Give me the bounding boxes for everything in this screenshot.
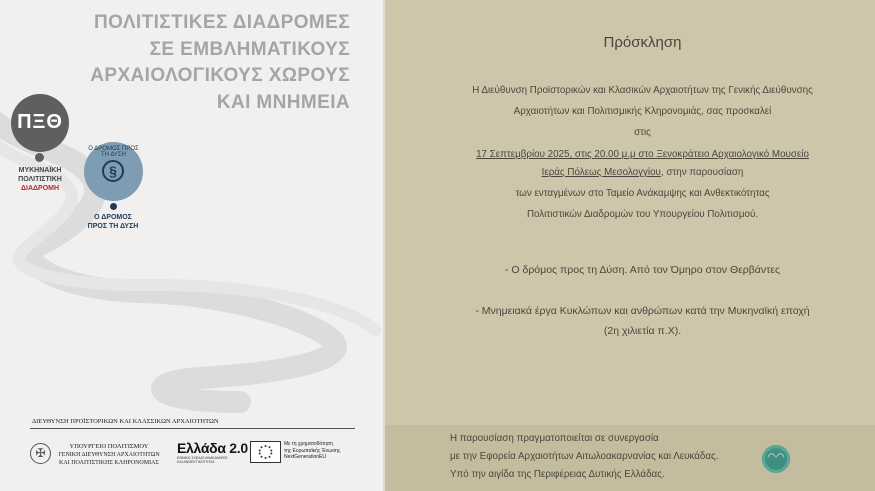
eu-line: NextGenerationEU [284,454,326,460]
ellada-version: 2.0 [229,440,248,456]
label-line: Ο ΔΡΟΜΟΣ [94,214,132,221]
route-item: - Ο δρόμος προς τη Δύση. Από τον Όμηρο στον Θερβάντες [504,264,781,276]
panel-title [90,10,350,116]
title-line: ΚΑΙ ΜΝΗΜΕΙΑ [216,91,350,113]
ministry-line: ΚΑΙ ΠΟΛΙΤΙΣΤΙΚΗΣ ΚΛΗΡΟΝΟΜΙΑΣ [59,460,159,466]
ellada-brand: Ελλάδα [177,440,226,456]
title-line: ΠΟΛΙΤΙΣΤΙΚΕΣ ΔΙΑΔΡΟΜΕΣ [94,12,350,33]
footer-line: Υπό την αιγίδα της Περιφέρειας Δυτικής Ελλάδας. [450,469,665,480]
venue-name: Ιεράς Πόλεως Μεσολογγίου [541,167,661,178]
invitation-heading: Πρόσκληση [603,34,682,51]
invitation-line: στις [634,127,651,138]
label-line: ΜΥΚΗΝΑΪΚΗ [18,167,62,174]
invitation-line: Αρχαιοτήτων και Πολιτισμικής Κληρονομιάς, σας προσκαλεί [513,106,772,117]
date-venue-line: 17 Σεπτεμβρίου 2025, στις 20.00 μ.μ στο Ξενοκράτειο Αρχαιολογικό Μουσείο [476,149,809,160]
invitation-line: των ενταγμένων στο Ταμείο Ανάκαμψης και Ανθεκτικότητας [515,188,770,199]
invitation-line: Πολιτιστικών Διαδρομών του Υπουργείου Πολιτισμού. [526,209,759,220]
region-western-greece-logo-icon: ◠◠ [762,445,790,473]
ellada-subtitle [177,456,243,464]
road-to-west-logo [84,142,143,201]
label-line: ΔΙΑΔΡΟΜΗ [20,185,60,192]
cultural-routes-panel [0,0,383,491]
route-marker-dot [110,203,117,210]
ministry-name [57,443,161,467]
directorate-name: ΔΙΕΥΘΥΝΣΗ ΠΡΟΪΣΤΟΡΙΚΩΝ ΚΑΙ ΚΛΑΣΣΙΚΩΝ ΑΡΧΑΙΟΤΗΤΩΝ [32,418,219,425]
eu-funding-text [284,441,340,461]
logo-arc-text: Ο ΔΡΟΜΟΣ ΠΡΟΣ ΤΗ ΔΥΣΗ [88,146,139,158]
road-to-west-label [78,213,148,231]
subtitle-line: ΚΑΙ ΑΝΘΕΚΤΙΚΟΤΗΤΑΣ [177,460,215,464]
eu-flag-icon [250,441,281,463]
venue-rest: , στην παρουσίαση [660,167,744,178]
ministry-line: ΓΕΝΙΚΗ ΔΙΕΥΘΥΝΣΗ ΑΡΧΑΙΟΤΗΤΩΝ [58,452,160,458]
title-line: ΑΡΧΑΙΟΛΟΓΙΚΟΥΣ ΧΩΡΟΥΣ [90,65,350,86]
divider [30,428,355,429]
linear-b-glyphs: ΠΞΘ [17,111,63,133]
mycenaean-route-label [8,166,72,193]
subtitle-line: ΕΘΝΙΚΟ ΣΧΕΔΙΟ ΑΝΑΚΑΜΨΗΣ [177,456,228,460]
spiral-icon: § [102,160,124,182]
label-line: ΠΡΟΣ ΤΗ ΔΥΣΗ [87,223,139,230]
greek-emblem-icon: ✠ [30,443,51,464]
eu-line: Με τη χρηματοδότηση [284,441,333,447]
title-line: ΣΕ ΕΜΒΛΗΜΑΤΙΚΟΥΣ [149,38,350,60]
venue-line [385,167,875,178]
route-marker-dot [35,153,44,162]
footer-line: με την Εφορεία Αρχαιοτήτων Αιτωλοακαρνανίας και Λευκάδας. [450,451,719,462]
label-line: ΠΟΛΙΤΙΣΤΙΚΗ [18,176,62,183]
invitation-panel [385,0,875,491]
ellada-wordmark [177,440,248,456]
footer-band [385,425,875,491]
route-item-continued: (2η χιλιετία π.Χ). [603,325,682,337]
greece-2-0-logo [177,440,248,464]
footer-line: Η παρουσίαση πραγματοποιείται σε συνεργασία [450,433,659,444]
route-item: - Μνημειακά έργα Κυκλώπων και ανθρώπων κατά την Μυκηναϊκή εποχή [475,305,810,317]
invitation-line: Η Διεύθυνση Προϊστορικών και Κλασικών Αρχαιοτήτων της Γενικής Διεύθυνσης [472,85,813,96]
mycenaean-route-logo [11,94,69,152]
ministry-line: ΥΠΟΥΡΓΕΙΟ ΠΟΛΙΤΙΣΜΟΥ [69,443,149,450]
eu-line: της Ευρωπαϊκής Ένωσης [284,447,341,454]
